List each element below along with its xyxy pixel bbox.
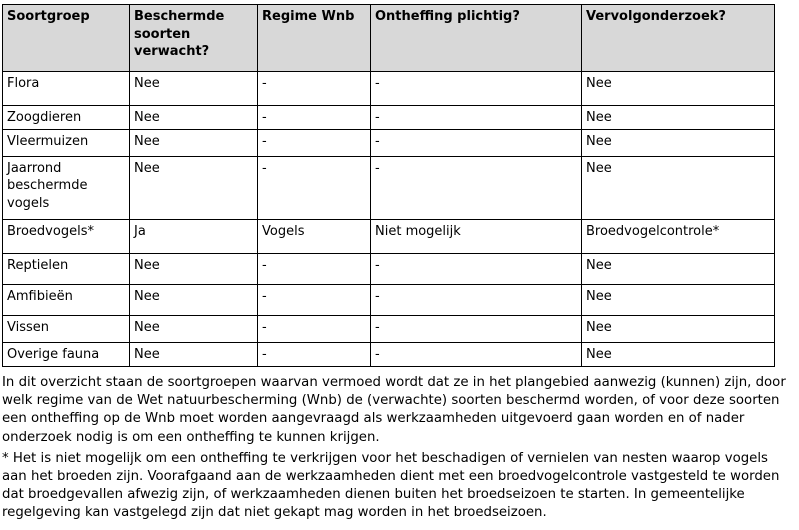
cell-soortgroep: Overige fauna <box>3 342 130 366</box>
table-row <box>3 106 775 130</box>
cell-beschermd: Nee <box>130 156 258 219</box>
cell-soortgroep: Vleermuizen <box>3 129 130 156</box>
notes-overview-paragraph: In dit overzicht staan de soortgroepen waarvan vermoed wordt dat ze in het plangebied aanwezig (kunnen) zijn, door welk regime van de Wet natuurbescherming (Wnb) de (verwachte) soorten beschermd worden, of voor deze soorten een ontheffing op de Wnb moet worden aangevraagd als werkzaamheden uitgevoerd gaan worden en of nader onderzoek nodig is om een ontheffing te kunnen krijgen. <box>2 375 786 445</box>
cell-regime: - <box>258 72 371 106</box>
header-vervolgonderzoek: Vervolgonderzoek? <box>582 5 775 72</box>
cell-beschermd: Nee <box>130 342 258 366</box>
cell-beschermd: Nee <box>130 72 258 106</box>
header-regime-wnb: Regime Wnb <box>258 5 371 72</box>
table-row <box>3 342 775 366</box>
table-row <box>3 72 775 106</box>
cell-vervolgonderzoek: Nee <box>582 72 775 106</box>
cell-soortgroep: Vissen <box>3 315 130 342</box>
cell-ontheffing: - <box>371 315 582 342</box>
cell-regime: Vogels <box>258 219 371 253</box>
cell-ontheffing: - <box>371 253 582 284</box>
cell-vervolgonderzoek: Nee <box>582 106 775 130</box>
cell-vervolgonderzoek: Nee <box>582 284 775 315</box>
species-table <box>2 4 775 367</box>
table-row <box>3 219 775 253</box>
cell-soortgroep: Amfibieën <box>3 284 130 315</box>
cell-ontheffing: - <box>371 342 582 366</box>
cell-soortgroep: Jaarrond beschermde vogels <box>3 156 130 219</box>
cell-ontheffing: - <box>371 106 582 130</box>
cell-vervolgonderzoek: Nee <box>582 315 775 342</box>
table-row <box>3 253 775 284</box>
table-notes <box>2 374 794 526</box>
cell-regime: - <box>258 284 371 315</box>
cell-vervolgonderzoek: Broedvogelcontrole* <box>582 219 775 253</box>
cell-beschermd: Nee <box>130 253 258 284</box>
header-beschermde-soorten: Beschermde soorten verwacht? <box>130 5 258 72</box>
cell-ontheffing: Niet mogelijk <box>371 219 582 253</box>
cell-soortgroep: Broedvogels* <box>3 219 130 253</box>
cell-regime: - <box>258 106 371 130</box>
cell-regime: - <box>258 342 371 366</box>
cell-vervolgonderzoek: Nee <box>582 156 775 219</box>
table-row <box>3 284 775 315</box>
table-header-row <box>3 5 775 72</box>
cell-beschermd: Nee <box>130 106 258 130</box>
cell-ontheffing: - <box>371 72 582 106</box>
cell-ontheffing: - <box>371 284 582 315</box>
cell-soortgroep: Reptielen <box>3 253 130 284</box>
table-row <box>3 315 775 342</box>
cell-regime: - <box>258 315 371 342</box>
cell-beschermd: Nee <box>130 284 258 315</box>
header-ontheffing-plichtig: Ontheffing plichtig? <box>371 5 582 72</box>
cell-ontheffing: - <box>371 156 582 219</box>
cell-ontheffing: - <box>371 129 582 156</box>
cell-soortgroep: Zoogdieren <box>3 106 130 130</box>
cell-beschermd: Nee <box>130 315 258 342</box>
cell-regime: - <box>258 156 371 219</box>
cell-soortgroep: Flora <box>3 72 130 106</box>
table-row <box>3 129 775 156</box>
cell-vervolgonderzoek: Nee <box>582 129 775 156</box>
cell-beschermd: Ja <box>130 219 258 253</box>
cell-vervolgonderzoek: Nee <box>582 253 775 284</box>
table-row <box>3 156 775 219</box>
header-soortgroep: Soortgroep <box>3 5 130 72</box>
notes-footnote-paragraph: * Het is niet mogelijk om een ontheffing te verkrijgen voor het beschadigen of vernielen van nesten waarop vogels aan het broeden zijn. Voorafgaand aan de werkzaamheden dient met een broedvogelcontrole vastgesteld te worden dat broedgevallen afwezig zijn, of werkzaamheden dienen buiten het broedseizoen te starten. In gemeentelijke regelgeving kan vastgelegd zijn dat niet gekapt mag worden in het broedseizoen. <box>2 450 780 521</box>
cell-regime: - <box>258 129 371 156</box>
cell-regime: - <box>258 253 371 284</box>
cell-beschermd: Nee <box>130 129 258 156</box>
cell-vervolgonderzoek: Nee <box>582 342 775 366</box>
